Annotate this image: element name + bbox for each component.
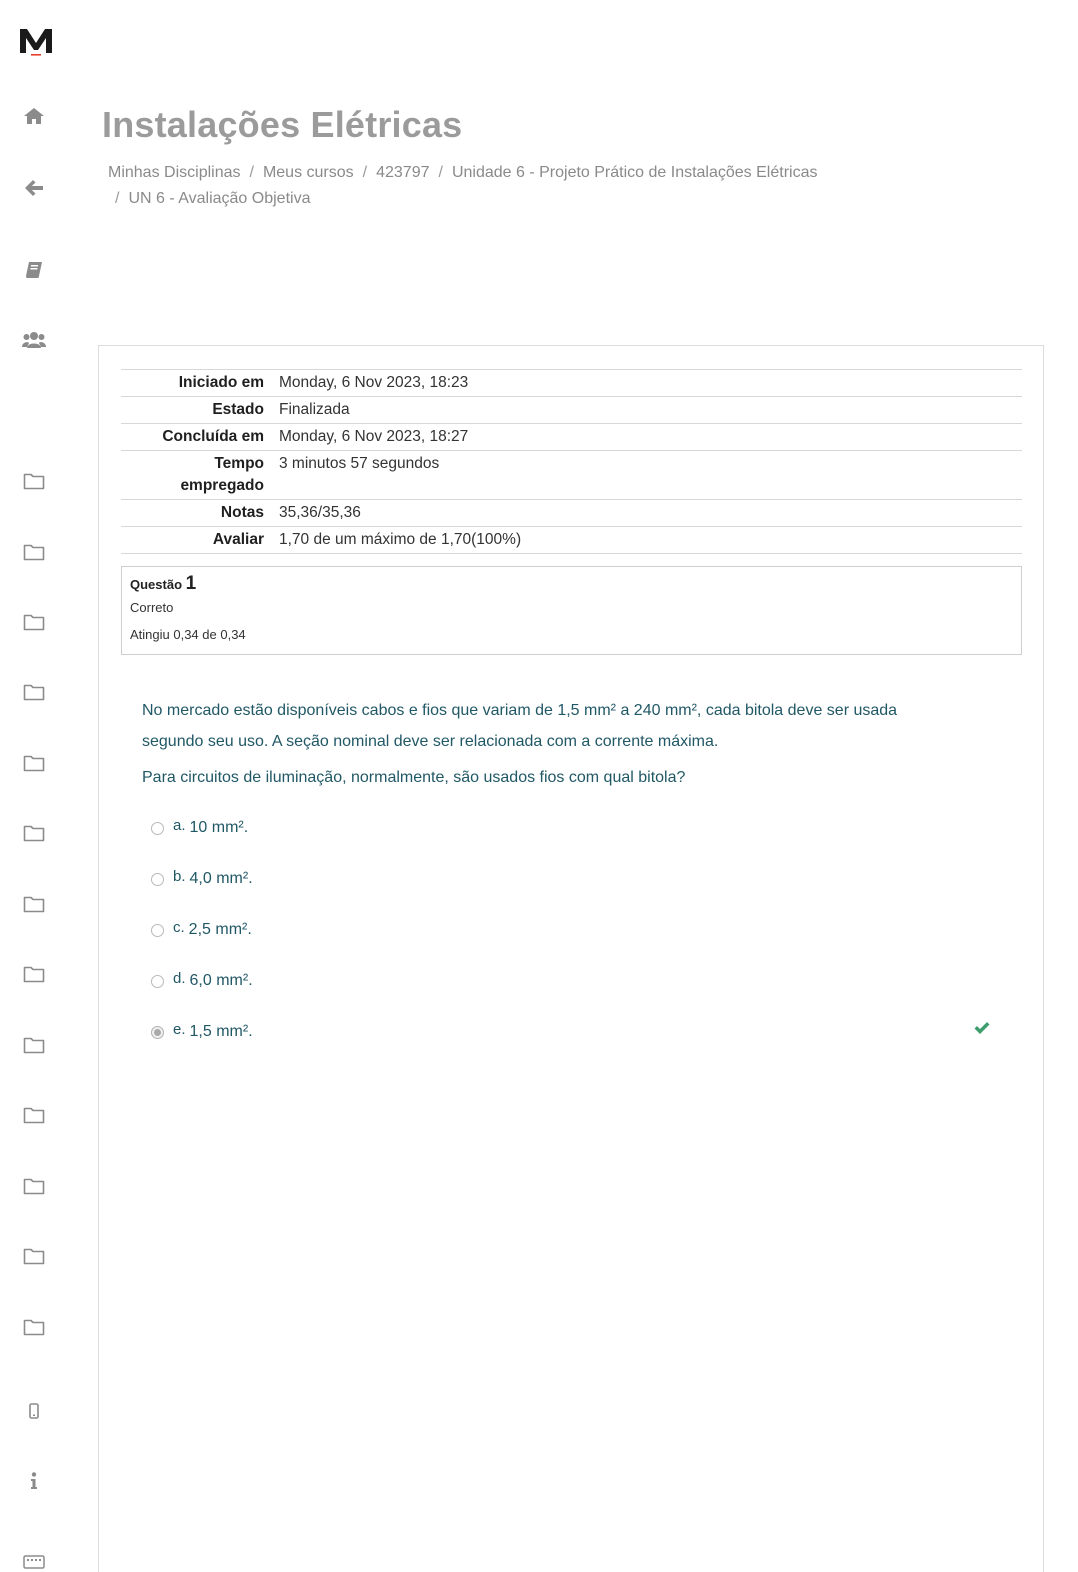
breadcrumb-unidade-6[interactable]: Unidade 6 - Projeto Prático de Instalações Elétricas	[451, 164, 818, 181]
question-state: Correto	[130, 600, 174, 615]
moodle-logo[interactable]	[19, 24, 53, 56]
breadcrumb-separator: /	[249, 164, 254, 181]
folder-icon[interactable]	[18, 1311, 50, 1343]
question-prompt: Para circuitos de iluminação, normalmente, são usados fios com qual bitola?	[142, 769, 686, 786]
summary-value-concluida: Monday, 6 Nov 2023, 18:27	[279, 428, 469, 445]
question-number: 1	[185, 573, 197, 594]
breadcrumb-separator: /	[438, 164, 443, 181]
answer-letter: d.	[173, 969, 186, 987]
breadcrumb-avaliacao-objetiva[interactable]: UN 6 - Avaliação Objetiva	[128, 190, 311, 207]
table-row	[121, 500, 1022, 527]
answer-text: 10 mm².	[189, 819, 249, 836]
radio-button[interactable]	[151, 822, 164, 835]
table-row	[121, 451, 1022, 500]
summary-label-notas: Notas	[220, 504, 264, 521]
summary-value-tempo: 3 minutos 57 segundos	[279, 455, 440, 472]
answer-text: 6,0 mm².	[189, 972, 253, 989]
table-row	[121, 370, 1022, 397]
question-label: Questão	[130, 577, 183, 592]
book-icon[interactable]	[18, 254, 50, 286]
answer-option-e[interactable]	[151, 1017, 253, 1047]
summary-label-concluida: Concluída em	[162, 428, 264, 445]
folder-icon[interactable]	[18, 606, 50, 638]
table-row	[121, 527, 1022, 554]
breadcrumb-separator: /	[115, 190, 120, 207]
answer-text: 1,5 mm².	[189, 1023, 253, 1040]
radio-button[interactable]	[151, 873, 164, 886]
attempt-summary-table	[121, 369, 1022, 554]
summary-label-iniciado: Iniciado em	[178, 374, 264, 391]
summary-label-avaliar: Avaliar	[212, 531, 264, 548]
info-icon[interactable]	[18, 1465, 50, 1497]
breadcrumb-separator: /	[362, 164, 368, 181]
radio-button[interactable]	[151, 924, 164, 937]
folder-icon[interactable]	[18, 888, 50, 920]
mobile-icon[interactable]	[18, 1395, 50, 1427]
summary-value-estado: Finalizada	[279, 401, 350, 418]
breadcrumb	[108, 160, 1008, 212]
home-icon[interactable]	[18, 100, 50, 132]
question-info-box	[121, 566, 1022, 655]
answer-option-a[interactable]	[151, 813, 248, 843]
answer-option-c[interactable]	[151, 915, 252, 945]
quiz-review-card	[98, 345, 1044, 1572]
breadcrumb-course-id[interactable]: 423797	[376, 164, 430, 181]
folder-icon[interactable]	[18, 817, 50, 849]
check-icon	[973, 1020, 991, 1036]
question-text: No mercado estão disponíveis cabos e fios que variam de 1,5 mm² a 240 mm², cada bitola deve ser usada segundo seu uso. A seção nominal deve ser relacionada com a corrente máxima.	[142, 702, 898, 750]
summary-label-tempo: Tempo empregado	[180, 455, 264, 494]
breadcrumb-meus-cursos[interactable]: Meus cursos	[262, 164, 354, 181]
summary-value-notas: 35,36/35,36	[279, 504, 361, 521]
users-icon[interactable]	[18, 324, 50, 356]
radio-button[interactable]	[151, 975, 164, 988]
keyboard-icon[interactable]	[18, 1546, 50, 1572]
answer-option-b[interactable]	[151, 864, 253, 894]
summary-value-iniciado: Monday, 6 Nov 2023, 18:23	[279, 374, 469, 391]
folder-icon[interactable]	[18, 465, 50, 497]
folder-icon[interactable]	[18, 1240, 50, 1272]
folder-icon[interactable]	[18, 747, 50, 779]
table-row	[121, 397, 1022, 424]
table-row	[121, 424, 1022, 451]
question-heading	[130, 573, 1013, 595]
answer-option-d[interactable]	[151, 966, 253, 996]
answer-letter: a.	[173, 816, 186, 834]
radio-button-selected[interactable]	[151, 1026, 164, 1039]
breadcrumb-minhas-disciplinas[interactable]: Minhas Disciplinas	[108, 164, 241, 181]
page-title: Instalações Elétricas	[102, 104, 463, 145]
folder-icon[interactable]	[18, 1170, 50, 1202]
summary-value-avaliar: 1,70 de um máximo de 1,70(100%)	[279, 531, 522, 548]
question-grade: Atingiu 0,34 de 0,34	[130, 627, 246, 642]
folder-icon[interactable]	[18, 1099, 50, 1131]
sidebar	[0, 0, 68, 1572]
folder-icon[interactable]	[18, 1029, 50, 1061]
back-arrow-icon[interactable]	[18, 172, 50, 204]
folder-icon[interactable]	[18, 958, 50, 990]
answer-text: 2,5 mm².	[188, 921, 252, 938]
answer-letter: b.	[173, 867, 186, 885]
answer-letter: c.	[173, 918, 185, 936]
answer-text: 4,0 mm².	[189, 870, 253, 887]
folder-icon[interactable]	[18, 676, 50, 708]
answer-letter: e.	[173, 1020, 186, 1038]
summary-label-estado: Estado	[212, 401, 264, 418]
folder-icon[interactable]	[18, 536, 50, 568]
